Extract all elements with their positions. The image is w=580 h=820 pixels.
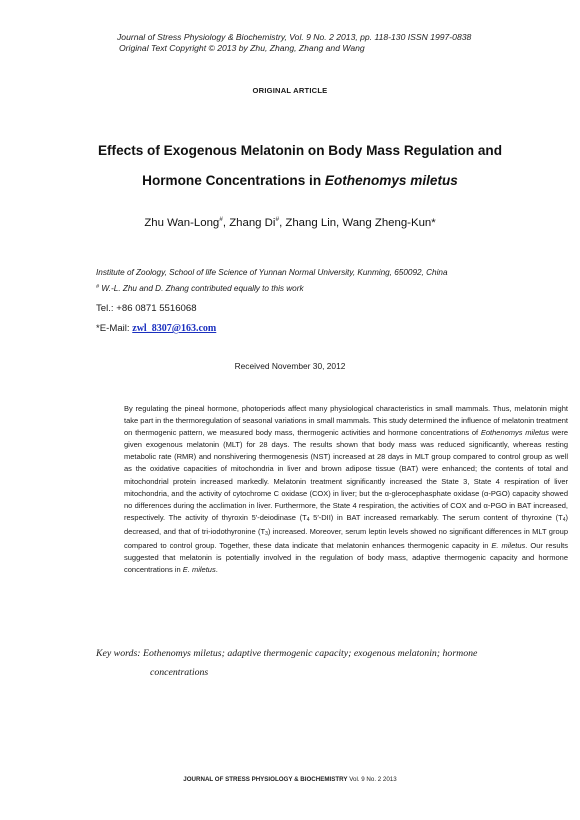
abstract-text-6: . Our results suggested that melatonin is potentially involved in the regulation of body mass, adaptive thermogenic capacity and hormone concentrations in [124, 541, 568, 575]
email-line [96, 319, 566, 339]
abstract [124, 403, 568, 576]
author-2: , Zhang Di [222, 217, 276, 229]
equal-contribution-mark-1: # [219, 216, 223, 223]
authors-rest: , Zhang Lin, Wang Zheng-Kun* [279, 217, 436, 229]
abstract-species-1: Eothenomys miletus [480, 428, 550, 438]
footer-journal: JOURNAL OF STRESS PHYSIOLOGY & BIOCHEMISTRY [183, 776, 348, 783]
subscript-4b: 4 [562, 516, 566, 523]
author-1: Zhu Wan-Long [144, 217, 220, 229]
affiliation [96, 265, 566, 296]
abstract-text-4: ) decreased, and that of tri-iodothyronine (T [124, 512, 568, 536]
institute: Institute of Zoology, School of life Science of Yunnan Normal University, Kunming, 650092, China [96, 268, 448, 277]
journal-header [117, 32, 557, 54]
footer-volume: Vol. 9 No. 2 2013 [347, 776, 397, 783]
author-list [0, 216, 580, 229]
title-line-1: Effects of Exogenous Melatonin on Body Mass Regulation and [97, 143, 503, 158]
contribution-note-mark: # [96, 284, 100, 290]
page-footer [0, 776, 580, 783]
contribution-note-text: W.-L. Zhu and D. Zhang contributed equally to this work [99, 284, 304, 293]
contribution-note [96, 280, 566, 296]
equal-contribution-mark-2: # [275, 216, 280, 223]
copyright-line: Original Text Copyright © 2013 by Zhu, Zhang, Zhang and Wang [119, 43, 365, 53]
abstract-species-2: E. miletus [491, 541, 526, 551]
abstract-text-5: ) increased. Moreover, serum leptin levels showed no significant differences in MLT group compared to control group. Together, these data indicate that melatonin enhances thermogenic capacity in [124, 526, 568, 551]
abstract-species-3: E. miletus [182, 565, 216, 575]
keywords-line: Key words: Eothenomys miletus; adaptive thermogenic capacity; exogenous melatonin; hormone [96, 648, 478, 659]
title-line-2 [60, 166, 540, 196]
title-species: Eothenomys miletus [324, 173, 458, 188]
email-label: *E-Mail: [96, 323, 133, 334]
telephone: Tel.: +86 0871 5516068 [96, 303, 197, 314]
abstract-text-7: . [215, 565, 218, 575]
subscript-4a: 4 [306, 516, 310, 523]
keywords [96, 644, 568, 682]
abstract-text-3: 5′-DII) in BAT increased remarkably. The serum content of thyroxine (T [309, 512, 563, 522]
journal-citation: Journal of Stress Physiology & Biochemistry, Vol. 9 No. 2 2013, pp. 118-130 ISSN 1997-0838 [117, 32, 472, 42]
subscript-3: 3 [265, 530, 268, 537]
abstract-text-2: were given exogenous melatonin (MLT) for 28 days. The results shown that body mass was reduced significantly, whereas resting metabolic rate (RMR) and nonshivering thermogenesis (NST) increased at 28 days in MLT group compared to control group as well as the oxidative capacities of mitochondria in liver and brown adipose tissue (BAT) were enhanced; the contents of total and mitochondrial protein increased markedly. Melatonin treatment significantly increased the State 3, State 4 respiration of liver mitochondria, and the activity of cytochrome C oxidase (COX) in liver; but the α-glerocephasphate oxidase (α-PGO) capacity showed no differences during the acclimation in liver. Furthermore, the State 4 respiration, the activities of COX and α-PGO in BAT increased, respectively. The activity of thyroxin 5′-deiodinase (T [124, 428, 568, 522]
contact-info [96, 299, 566, 339]
paper-title [60, 136, 540, 196]
keywords-continuation: concentrations [150, 667, 209, 678]
received-date: Received November 30, 2012 [234, 361, 346, 371]
abstract-text-1: By regulating the pineal hormone, photoperiods affect many physiological characteristics in small mammals. Thus, melatonin might take part in the thermoregulation of seasonal variations in small mammals. This study determined the influence of melatonin treatment on thermogenic pattern, we measured body mass, thermogenic activities and hormone concentrations of [124, 404, 568, 438]
email-link[interactable]: zwl_8307@163.com [132, 323, 217, 334]
article-type: ORIGINAL ARTICLE [252, 86, 328, 95]
title-line-2-text: Hormone Concentrations in [142, 173, 325, 188]
